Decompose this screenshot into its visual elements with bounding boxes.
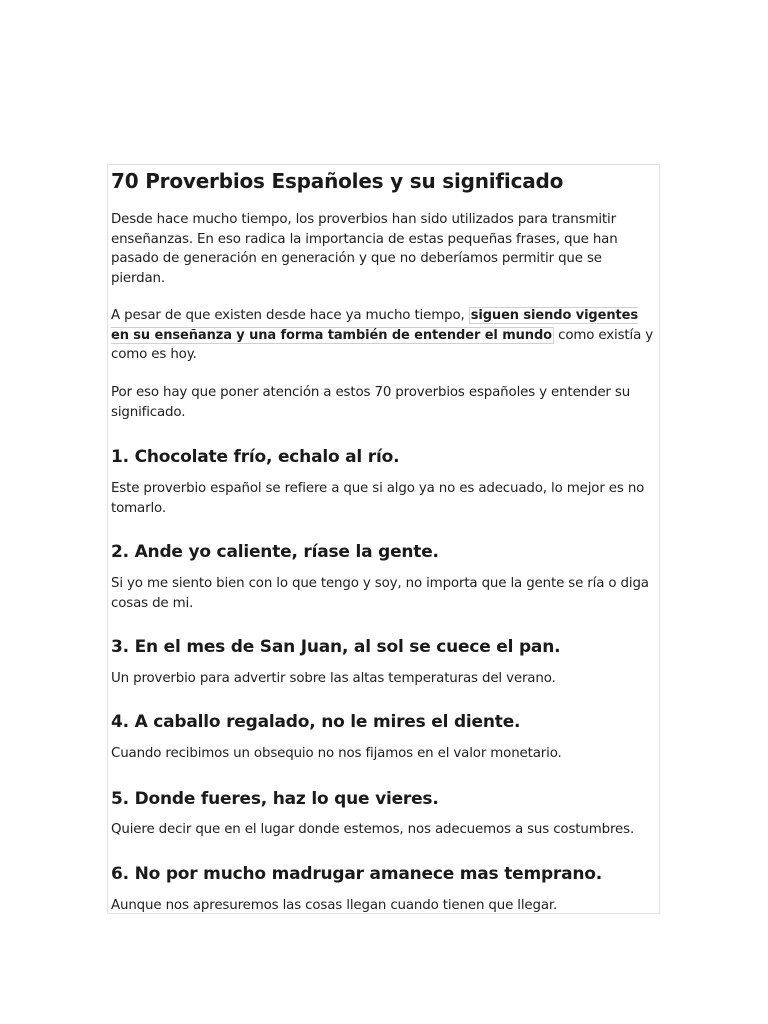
intro-paragraph-2-end: como existía y como es hoy. (111, 327, 654, 362)
document-page (107, 164, 660, 914)
proverb-text-6: Aunque nos apresuremos las cosas llegan cuando tienen que llegar. (111, 898, 558, 913)
intro-paragraph-3: Por eso hay que poner atención a estos 70 proverbios españoles y entender su significado. (111, 385, 631, 420)
proverb-heading-4: 4. A caballo regalado, no le mires el diente. (111, 712, 521, 732)
page-title: 70 Proverbios Españoles y su significado (111, 169, 564, 193)
intro-paragraph-1: Desde hace mucho tiempo, los proverbios han sido utilizados para transmitir enseñanzas. En eso radica la importancia de estas pequeñas frases, que han pasado de generación en generación y que no deberíamos permitir que se pierdan. (111, 212, 618, 286)
proverb-text-5: Quiere decir que en el lugar donde estemos, nos adecuemos a sus costumbres. (111, 822, 635, 837)
proverb-heading-5: 5. Donde fueres, haz lo que vieres. (111, 789, 439, 809)
proverb-text-4: Cuando recibimos un obsequio no nos fijamos en el valor monetario. (111, 746, 562, 761)
proverb-heading-1: 1. Chocolate frío, echalo al río. (111, 447, 400, 467)
highlighted-phrase: siguen siendo vigentes en su enseñanza y una forma también de entender el mundo (111, 308, 638, 343)
proverb-text-3: Un proverbio para advertir sobre las altas temperaturas del verano. (111, 671, 556, 686)
intro-paragraph-2-start: A pesar de que existen desde hace ya mucho tiempo, (111, 308, 469, 323)
proverb-heading-3: 3. En el mes de San Juan, al sol se cuece el pan. (111, 637, 561, 657)
proverb-heading-2: 2. Ande yo caliente, ríase la gente. (111, 542, 439, 562)
proverb-text-2: Si yo me siento bien con lo que tengo y soy, no importa que la gente se ría o diga cosas de mi. (111, 576, 649, 611)
intro-paragraph-2 (111, 306, 656, 365)
proverb-heading-6: 6. No por mucho madrugar amanece mas temprano. (111, 864, 603, 884)
proverb-text-1: Este proverbio español se refiere a que si algo ya no es adecuado, lo mejor es no tomarlo. (111, 481, 645, 516)
